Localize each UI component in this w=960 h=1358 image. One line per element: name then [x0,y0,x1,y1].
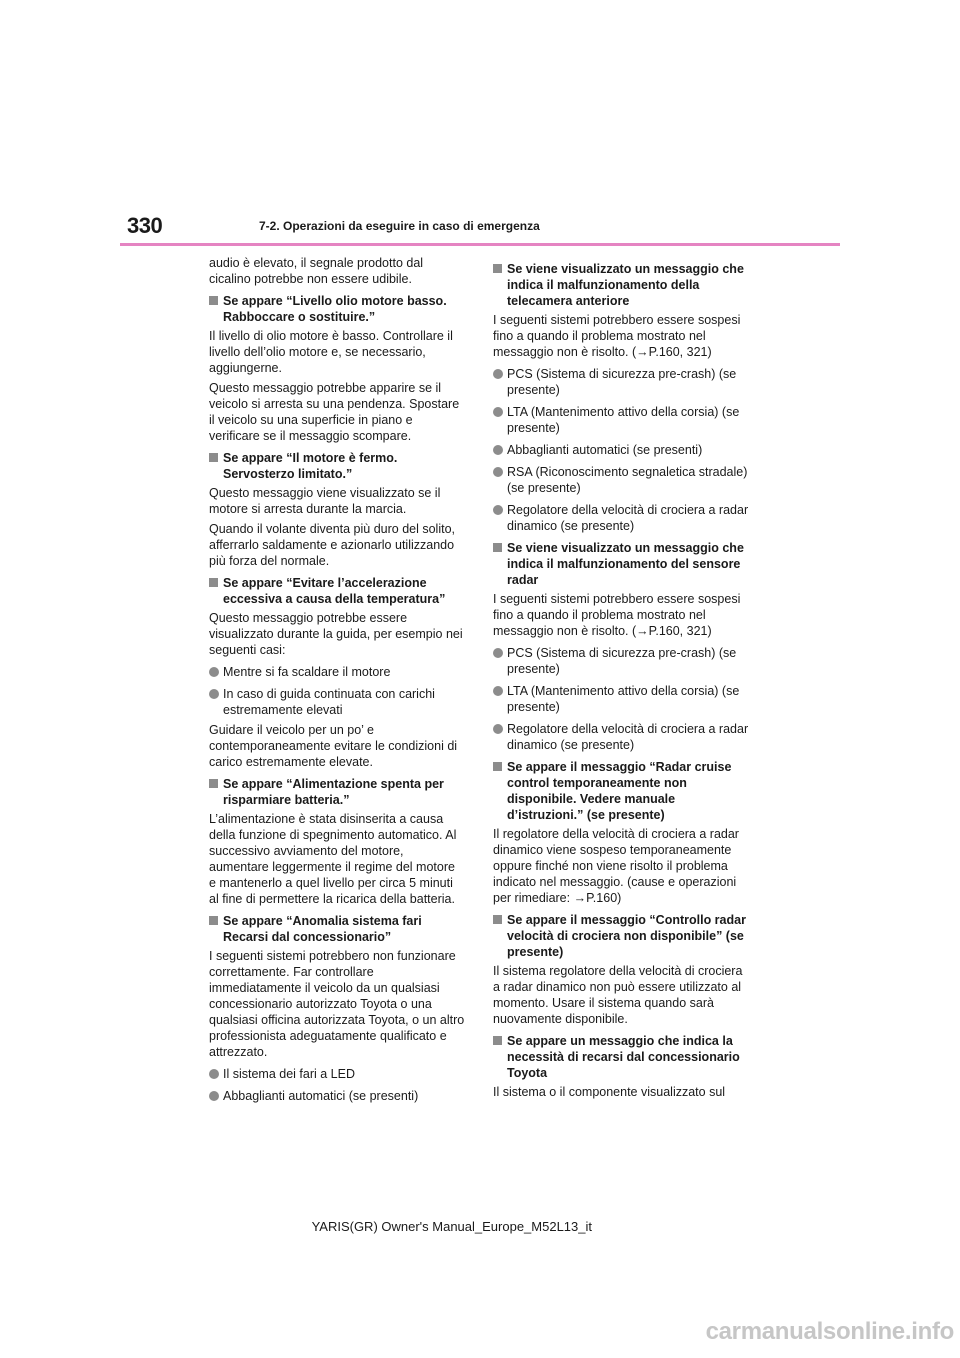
circle-bullet-icon [209,689,219,699]
body-paragraph [209,521,465,569]
circle-bullet-icon [493,648,503,658]
body-paragraph-text: Guidare il veicolo per un po’ e contemporaneamente evitare le condizioni di carico estremamente elevate. [209,723,458,769]
body-paragraph-text: Questo messaggio potrebbe essere visualizzato durante la guida, per esempio nei seguenti casi: [209,611,463,657]
body-paragraph [493,1084,749,1100]
body-paragraph [493,963,749,1027]
bullet-item [493,721,749,753]
circle-bullet-icon [209,1069,219,1079]
bullet-item-text: RSA (Riconoscimento segnaletica stradale) (se presente) [507,465,748,495]
bullet-item-text: LTA (Mantenimento attivo della corsia) (se presente) [507,405,740,435]
bullet-item-text: Regolatore della velocità di crociera a radar dinamico (se presente) [507,503,749,533]
right-column [493,255,749,1104]
subsection-heading-text: Se appare “Il motore è fermo. Servosterzo limitato.” [223,451,398,481]
subsection-heading [493,912,749,960]
subsection-heading [493,261,749,309]
square-bullet-icon [493,1036,502,1045]
square-bullet-icon [209,578,218,587]
section-title: 7-2. Operazioni da eseguire in caso di emergenza [259,219,540,233]
square-bullet-icon [209,916,218,925]
body-paragraph-text: Il livello di olio motore è basso. Controllare il livello dell’olio motore e, se necessario, aggiungerne. [209,329,453,375]
subsection-heading-text: Se appare il messaggio “Controllo radar velocità di crociera non disponibile” (se presente) [507,913,746,959]
bullet-item-text: Abbaglianti automatici (se presenti) [223,1089,419,1103]
bullet-item-text: Mentre si fa scaldare il motore [223,665,391,679]
circle-bullet-icon [493,445,503,455]
body-paragraph-text: I seguenti sistemi potrebbero non funzionare correttamente. Far controllare immediatamente il veicolo da un qualsiasi concessionario autorizzato Toyota o una qualsiasi officina autorizzata Toyota, o un altro professionista adeguatamente qualificato e attrezzato. [209,949,465,1059]
circle-bullet-icon [493,369,503,379]
subsection-heading [493,540,749,588]
subsection-heading [209,575,465,607]
body-paragraph-text: Questo messaggio potrebbe apparire se il veicolo si arresta su una pendenza. Spostare il veicolo su una superficie in piano e verificare se il messaggio scompare. [209,381,460,443]
subsection-heading-text: Se appare “Livello olio motore basso. Rabboccare o sostituire.” [223,294,447,324]
subsection-heading-text: Se appare “Anomalia sistema fari Recarsi dal concessionario” [223,914,422,944]
bullet-item-text: PCS (Sistema di sicurezza pre-crash) (se presente) [507,367,737,397]
square-bullet-icon [493,915,502,924]
subsection-heading-text: Se viene visualizzato un messaggio che indica il malfunzionamento della telecamera anteriore [507,262,744,308]
body-paragraph [209,811,465,907]
bullet-item-text: PCS (Sistema di sicurezza pre-crash) (se presente) [507,646,737,676]
subsection-heading-text: Se appare un messaggio che indica la necessità di recarsi dal concessionario Toyota [507,1034,740,1080]
body-paragraph-text: I seguenti sistemi potrebbero essere sospesi fino a quando il problema mostrato nel messaggio non è risolto. (→P.160, 321) [493,592,741,638]
body-paragraph-text: Il regolatore della velocità di crociera a radar dinamico viene sospeso temporaneamente oppure finché non viene risolto il problema indicato nel messaggio. (cause e operazioni per rimediare: →P.160) [493,827,739,905]
subsection-heading [493,759,749,823]
circle-bullet-icon [209,667,219,677]
subsection-heading-text: Se viene visualizzato un messaggio che indica il malfunzionamento del sensore radar [507,541,744,587]
circle-bullet-icon [493,686,503,696]
left-column [209,255,465,1108]
bullet-item-text: Abbaglianti automatici (se presenti) [507,443,703,457]
body-paragraph-text: Il sistema o il componente visualizzato sul [493,1085,726,1099]
body-paragraph [493,826,749,906]
circle-bullet-icon [209,1091,219,1101]
subsection-heading-text: Se appare “Evitare l’accelerazione eccessiva a causa della temperatura” [223,576,446,606]
circle-bullet-icon [493,467,503,477]
subsection-heading-text: Se appare “Alimentazione spenta per risparmiare batteria.” [223,777,444,807]
body-paragraph-text: Il sistema regolatore della velocità di crociera a radar dinamico non può essere utilizzato al momento. Usare il sistema quando sarà nuovamente disponibile. [493,964,743,1026]
body-paragraph-text: L’alimentazione è stata disinserita a causa della funzione di spegnimento automatico. Al successivo avviamento del motore, aumentare leggermente il regime del motore e mantenerlo a quel livello per circa 5 minuti al fine di permettere la ricarica della batteria. [209,812,457,906]
bullet-item-text: Regolatore della velocità di crociera a radar dinamico (se presente) [507,722,749,752]
body-paragraph [209,380,465,444]
body-paragraph-text: I seguenti sistemi potrebbero essere sospesi fino a quando il problema mostrato nel messaggio non è risolto. (→P.160, 321) [493,313,741,359]
body-paragraph [493,591,749,639]
body-paragraph [209,610,465,658]
bullet-item-text: LTA (Mantenimento attivo della corsia) (se presente) [507,684,740,714]
subsection-heading [209,450,465,482]
bullet-item [493,366,749,398]
square-bullet-icon [493,543,502,552]
bullet-item [209,664,465,680]
bullet-item [209,1066,465,1082]
bullet-item [493,645,749,677]
subsection-heading [493,1033,749,1081]
bullet-item-text: In caso di guida continuata con carichi estremamente elevati [223,687,435,717]
body-paragraph [209,485,465,517]
header-rule [120,243,840,246]
body-paragraph [209,948,465,1060]
square-bullet-icon [493,762,502,771]
subsection-heading [209,913,465,945]
footer-manual-id: YARIS(GR) Owner's Manual_Europe_M52L13_it [311,1219,592,1234]
square-bullet-icon [493,264,502,273]
bullet-item [493,442,749,458]
bullet-item [209,686,465,718]
bullet-item [493,464,749,496]
body-paragraph [209,722,465,770]
circle-bullet-icon [493,724,503,734]
body-paragraph [209,255,465,287]
bullet-item [493,502,749,534]
body-paragraph [493,312,749,360]
page-number: 330 [127,213,163,238]
circle-bullet-icon [493,505,503,515]
square-bullet-icon [209,453,218,462]
bullet-item [209,1088,465,1104]
subsection-heading-text: Se appare il messaggio “Radar cruise control temporaneamente non disponibile. Vedere manuale d’istruzioni.” (se presente) [507,760,732,822]
square-bullet-icon [209,296,218,305]
subsection-heading [209,293,465,325]
bullet-item-text: Il sistema dei fari a LED [223,1067,355,1081]
body-paragraph [209,328,465,376]
watermark-logo: carmanualsonline.info [705,1318,954,1345]
body-paragraph-text: Quando il volante diventa più duro del solito, afferrarlo saldamente e azionarlo utilizzando più forza del normale. [209,522,455,568]
circle-bullet-icon [493,407,503,417]
body-paragraph-text: Questo messaggio viene visualizzato se il motore si arresta durante la marcia. [209,486,441,516]
subsection-heading [209,776,465,808]
square-bullet-icon [209,779,218,788]
bullet-item [493,683,749,715]
body-paragraph-text: audio è elevato, il segnale prodotto dal cicalino potrebbe non essere udibile. [209,256,424,286]
bullet-item [493,404,749,436]
